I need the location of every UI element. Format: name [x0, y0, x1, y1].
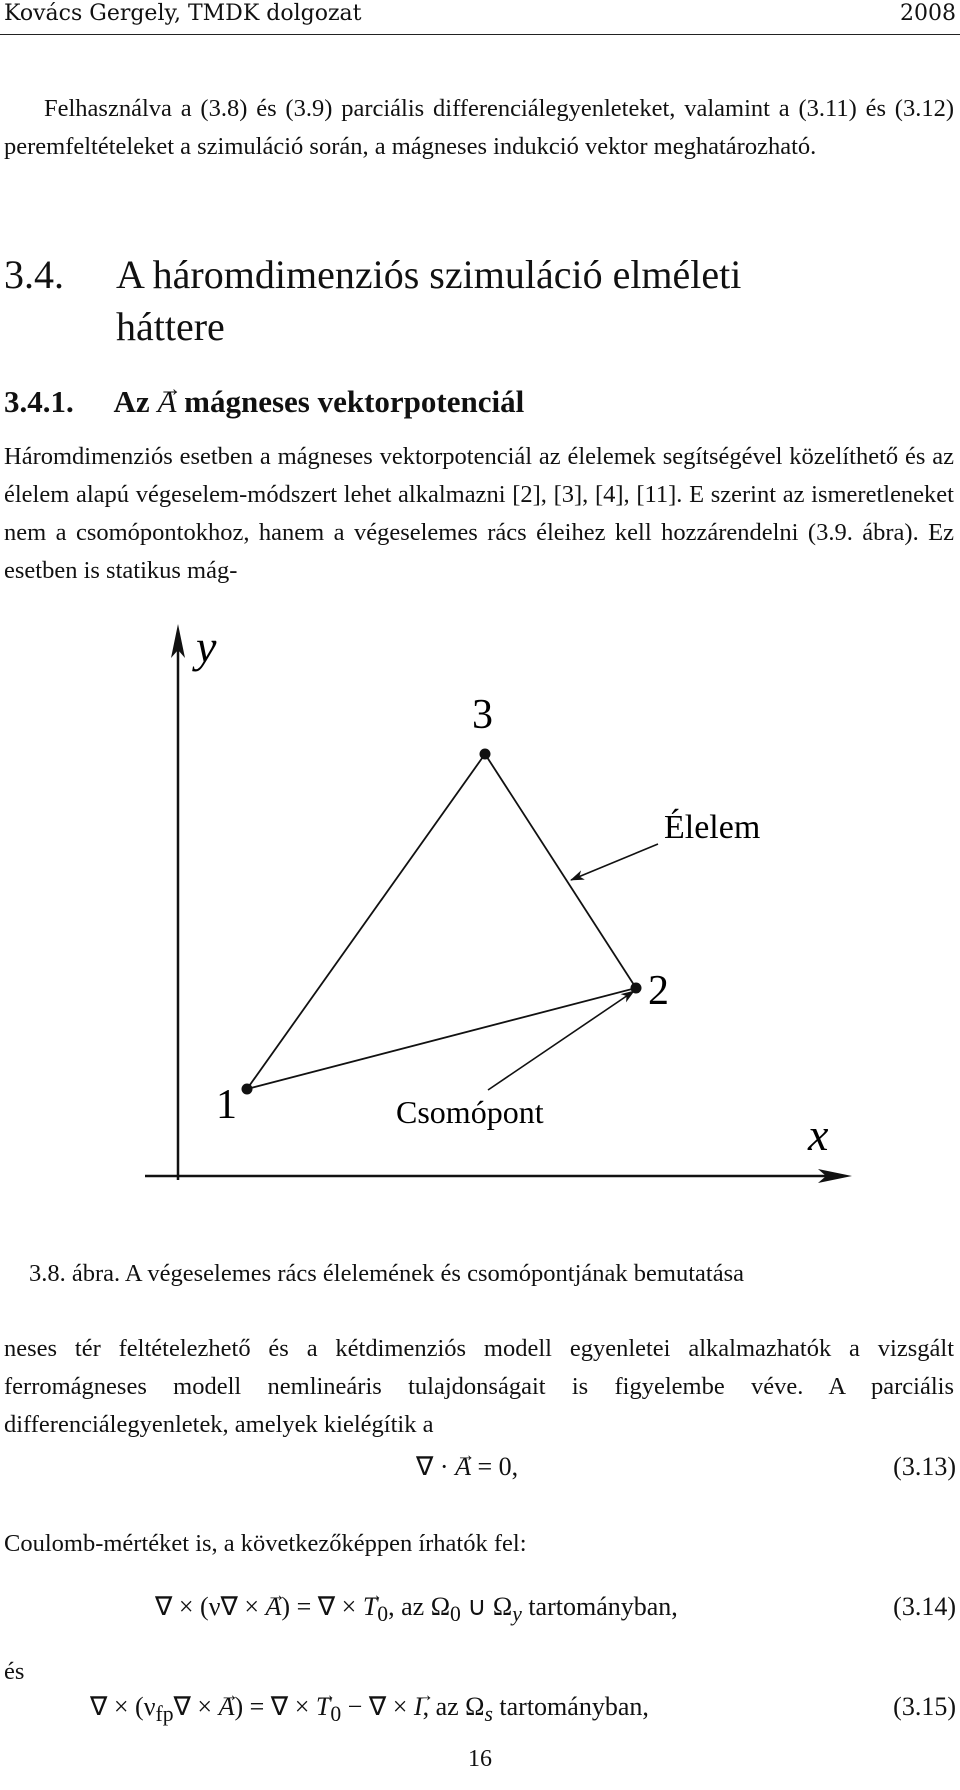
page-number: 16: [468, 1746, 492, 1772]
node-label: Csomópont: [396, 1094, 544, 1130]
eq13-vector-A: → A: [455, 1450, 471, 1484]
eq15-vector-I: → I: [414, 1690, 423, 1724]
y-axis-label: y: [196, 621, 217, 672]
eq15-vector-T: → T: [316, 1690, 330, 1724]
equation-3-15: [90, 1690, 649, 1731]
eq13-rest: = 0,: [477, 1452, 519, 1481]
subsection-title-post: mágneses vektorpotenciál: [184, 384, 525, 419]
subsection-heading: [4, 382, 524, 422]
eq15-sub-nu: fp: [155, 1702, 174, 1727]
eq15-vector-A: → A: [219, 1690, 235, 1724]
eq14-part1: ∇ × (ν∇ ×: [155, 1592, 260, 1621]
eq14-vector-T: → T: [363, 1590, 377, 1624]
section-title-line1: A háromdimenziós szimuláció elméleti: [116, 252, 742, 297]
equation-number-3-15: (3.15): [893, 1692, 956, 1721]
eq15-part3: ) = ∇ ×: [234, 1692, 310, 1721]
eq14-sub-omega0: 0: [450, 1602, 461, 1627]
eq14-sub-T: 0: [377, 1602, 389, 1627]
header-year: 2008: [900, 1, 956, 26]
subsection-title-pre: Az: [113, 384, 150, 419]
edge-label: Élelem: [664, 809, 761, 846]
eq14-part3: , az Ω: [388, 1592, 451, 1621]
node-3-point: [480, 749, 491, 760]
edge-pointer-arrow: [571, 844, 658, 880]
eq15-sub-omegas: s: [484, 1702, 493, 1727]
edge-1-2: [247, 988, 636, 1089]
edge-2-3: [485, 754, 636, 988]
eq15-sub-T: 0: [330, 1702, 342, 1727]
figure-edge-element: [0, 620, 960, 1220]
edge-3-1: [247, 754, 485, 1089]
eq15-part2: ∇ ×: [173, 1692, 213, 1721]
paragraph-2: neses tér feltételezhető és a kétdimenziós modell egyenletei alkalmazhatók a vizsgált ferromágneses modell nemlineáris tulajdonságait is figyelembe véve. A parciális differenciálegyenletek, amelyek kielégítik a: [4, 1335, 954, 1438]
eq13-operator: ∇ ·: [416, 1452, 449, 1481]
figure-caption: 3.8. ábra. A végeselemes rács élelemének és csomópontjának bemutatása: [29, 1260, 744, 1287]
x-axis-label: x: [808, 1109, 829, 1160]
equation-number-3-14: (3.14): [893, 1592, 956, 1621]
node-2-label: 2: [648, 968, 669, 1014]
section-title-line2: háttere: [116, 304, 225, 349]
eq15-part6: tartományban,: [492, 1692, 649, 1721]
vector-A-symbol: → A: [157, 382, 176, 422]
page-header: [0, 0, 960, 35]
paragraph-1: Háromdimenziós esetben a mágneses vektorpotenciál az élelemek segítségével közelíthető és az élelem alapú végeselem-módszert lehet alkalmazni [2], [3], [4], [11]. E szerint az ismeretleneket nem a csomópontokhoz, hanem a végeselemes rács éleihez kell hozzárendelni (3.9. ábra). Ez esetben is statikus mág-: [4, 443, 954, 584]
equation-number-3-13: (3.13): [893, 1452, 956, 1481]
node-3-label: 3: [472, 692, 493, 738]
section-number: 3.4.: [4, 252, 64, 297]
eq14-vector-A: → A: [266, 1590, 282, 1624]
eq14-part5: tartományban,: [521, 1592, 678, 1621]
intro-paragraph: Felhasználva a (3.8) és (3.9) parciális differenciálegyenleteket, valamint a (3.11) és (3.12) peremfeltételeket a szimuláció során, a mágneses indukció vektor meghatározható.: [4, 95, 954, 160]
eq15-part1: ∇ × (ν: [90, 1692, 156, 1721]
header-author: Kovács Gergely, TMDK dolgozat: [4, 1, 362, 26]
paragraph-3: Coulomb-mértéket is, a következőképpen írhatók fel:: [4, 1530, 527, 1557]
node-1-point: [242, 1084, 253, 1095]
eq15-part5: , az Ω: [422, 1692, 485, 1721]
eq14-sub-omegay: y: [512, 1602, 522, 1627]
subsection-number: 3.4.1.: [4, 384, 74, 419]
node-pointer-arrow: [488, 991, 634, 1090]
eq14-part2: ) = ∇ ×: [281, 1592, 357, 1621]
equation-3-13: [416, 1450, 518, 1484]
eq14-part4: ∪ Ω: [460, 1592, 513, 1621]
eq15-part4: − ∇ ×: [341, 1692, 408, 1721]
equation-3-14: [155, 1590, 678, 1631]
node-1-label: 1: [216, 1082, 237, 1128]
conjunction: és: [4, 1658, 25, 1685]
